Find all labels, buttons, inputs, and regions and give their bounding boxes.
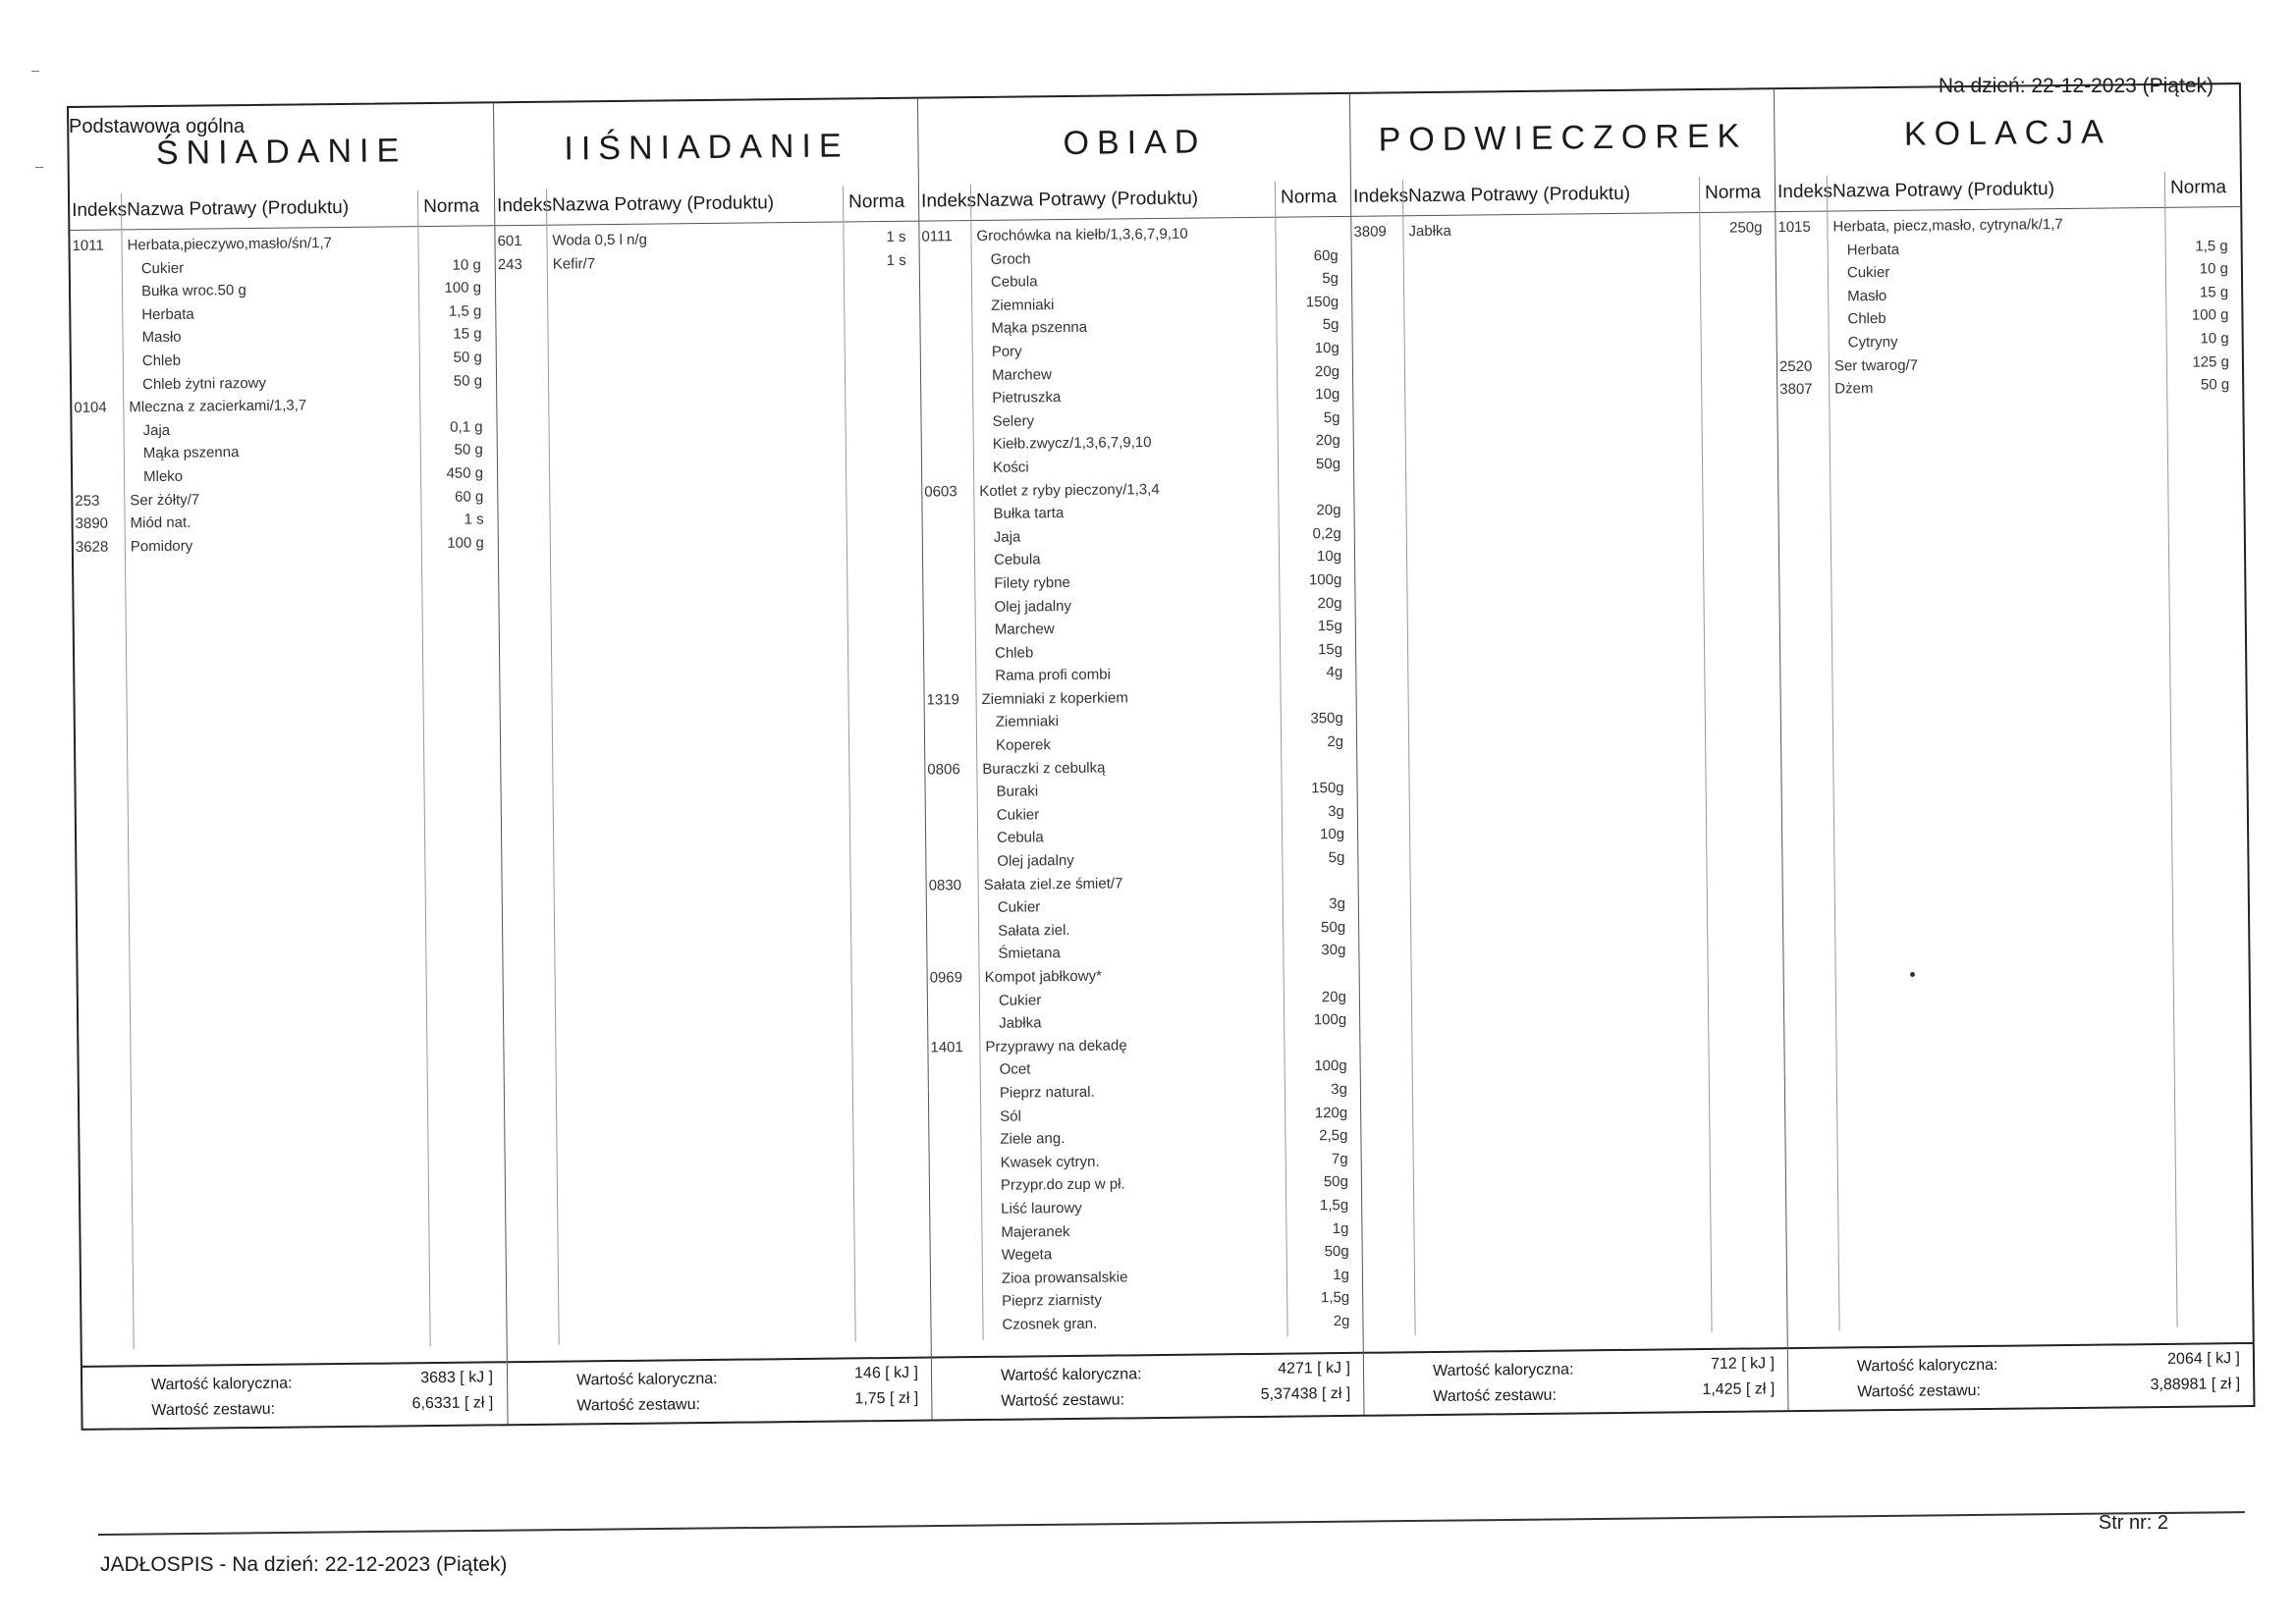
row-name: Woda 0,5 l n/g [552, 231, 648, 249]
row-name: Herbata, piecz,masło, cytryna/k/1,7 [1832, 216, 2063, 236]
row-norm: 100g [1313, 1011, 1347, 1029]
row-name: Selery [992, 412, 1035, 430]
row-norm: 20g [1315, 432, 1340, 450]
row-name: Pomidory [130, 537, 193, 556]
column-header-norm: Norma [847, 190, 905, 213]
row-name: Wegeta [1001, 1246, 1053, 1264]
row-name: Miód nat. [130, 514, 191, 532]
row-norm: 10 g [2199, 260, 2229, 278]
row-name: Filety rybne [994, 573, 1070, 592]
row-norm: 15g [1317, 618, 1342, 635]
column-header-norm: Norma [423, 195, 480, 218]
meal-column [69, 103, 508, 1429]
row-name: Cebula [990, 273, 1038, 292]
kcal-value: 2064 [ kJ ] [2167, 1350, 2241, 1368]
row-norm: 7g [1331, 1150, 1348, 1167]
row-index: 0104 [74, 399, 107, 417]
row-norm: 100 g [444, 279, 482, 298]
row-name: Olej jadalny [997, 851, 1074, 870]
row-index: 3890 [75, 514, 109, 533]
row-norm: 1 s [886, 251, 906, 269]
scan-mark [35, 167, 43, 168]
table-row [496, 249, 920, 277]
row-name: Kompot jabłkowy* [984, 967, 1102, 986]
row-name: Sałata ziel. [998, 921, 1070, 940]
row-name: Kości [992, 459, 1029, 476]
kcal-label: Wartość kaloryczna: [151, 1375, 293, 1394]
row-norm: 150g [1305, 293, 1339, 311]
meal-totals [82, 1361, 508, 1429]
row-index: 0111 [921, 228, 953, 245]
row-norm: 5g [1322, 270, 1339, 288]
column-header-row [1776, 171, 2241, 212]
row-name: Buraki [996, 783, 1039, 801]
meal-column [1774, 84, 2255, 1410]
kcal-value: 712 [ kJ ] [1710, 1355, 1776, 1373]
kcal-value: 3683 [ kJ ] [420, 1369, 494, 1387]
row-name: Mleko [142, 467, 184, 486]
scan-mark [31, 71, 39, 72]
cost-label: Wartość zestawu: [1001, 1391, 1125, 1410]
row-norm: 1,5g [1320, 1289, 1350, 1307]
row-norm: 50g [1315, 455, 1341, 473]
row-name: Pieprz natural. [999, 1083, 1095, 1102]
row-norm: 1,5 g [2195, 237, 2228, 255]
table-row [74, 532, 498, 560]
meal-column [917, 94, 1365, 1420]
row-name: Ser twarog/7 [1833, 356, 1919, 375]
row-norm: 50g [1321, 918, 1346, 937]
row-name: Jabłka [999, 1014, 1042, 1032]
row-norm: 0,2g [1312, 524, 1341, 543]
table-row [931, 1311, 1363, 1338]
row-name: Kiełb.zwycz/1,3,6,7,9,10 [992, 434, 1152, 454]
row-name: Majeranek [1001, 1222, 1070, 1241]
row-norm: 5g [1322, 316, 1339, 334]
row-norm: 250g [1728, 219, 1763, 237]
row-norm: 60g [1313, 246, 1339, 264]
row-norm: 20g [1317, 594, 1342, 612]
row-name: Ocet [999, 1060, 1031, 1079]
row-index: 3628 [75, 538, 109, 556]
row-norm: 150g [1311, 780, 1344, 797]
row-name: Sól [1000, 1108, 1021, 1125]
row-name: Chleb żytni razowy [141, 374, 267, 393]
row-norm: 2,5g [1319, 1127, 1348, 1145]
column-header-index: Indeks [497, 194, 553, 217]
row-norm: 50 g [453, 372, 483, 390]
row-norm: 1 s [886, 228, 906, 245]
column-header-name: Nazwa Potrawy (Produktu) [975, 188, 1199, 211]
row-name: Jabłka [1408, 222, 1451, 241]
column-header-name: Nazwa Potrawy (Produktu) [127, 196, 350, 221]
meal-totals [508, 1357, 933, 1425]
row-name: Mąka pszenna [142, 444, 240, 462]
row-norm: 1,5 g [448, 302, 482, 320]
column-divider [1402, 180, 1416, 1335]
column-header-name: Nazwa Potrawy (Produktu) [1407, 183, 1631, 207]
row-name: Bułka tarta [993, 505, 1065, 522]
row-norm: 50 g [453, 349, 482, 366]
cost-value: 3,88981 [ zł ] [2150, 1376, 2241, 1394]
row-norm: 10 g [2200, 330, 2229, 348]
row-name: Pieprz ziarnisty [1002, 1291, 1103, 1311]
row-norm: 10g [1314, 339, 1339, 357]
row-norm: 20g [1321, 988, 1346, 1005]
meal-rows [70, 231, 498, 560]
meal-title: KOLACJA [1903, 113, 2112, 153]
row-index: 601 [497, 232, 522, 250]
meal-title: PODWIECZOREK [1378, 117, 1748, 159]
row-name: Mąka pszenna [991, 319, 1088, 338]
column-divider [843, 186, 856, 1341]
meal-totals [1788, 1342, 2255, 1410]
row-norm: 50g [1324, 1243, 1349, 1261]
column-header-index: Indeks [72, 199, 128, 221]
meal-column [493, 99, 933, 1425]
row-norm: 350g [1310, 710, 1343, 728]
kcal-label: Wartość kaloryczna: [575, 1370, 718, 1389]
row-name: Sałata ziel.ze śmiet/7 [983, 875, 1123, 893]
row-name: Marchew [991, 365, 1052, 384]
meal-title: IIŚNIADANIE [564, 127, 849, 168]
row-norm: 1 s [464, 511, 484, 528]
cost-value: 6,6331 [ zł ] [411, 1394, 494, 1413]
column-header-row [70, 189, 494, 231]
row-index: 253 [75, 492, 100, 510]
row-name: Śmietana [998, 945, 1061, 963]
row-index: 3809 [1353, 223, 1387, 241]
row-name: Ser żółty/7 [130, 491, 200, 509]
row-name: Ziemniaki [995, 713, 1060, 731]
row-name: Mleczna z zacierkami/1,3,7 [129, 397, 307, 416]
column-header-index: Indeks [1352, 186, 1409, 207]
row-name: Pory [991, 343, 1022, 360]
row-norm: 10g [1319, 826, 1345, 843]
cost-value: 1,75 [ zł ] [854, 1389, 919, 1408]
table-row [1777, 374, 2243, 403]
row-name: Przypr.do zup w pł. [1000, 1175, 1125, 1195]
row-index: 0830 [928, 876, 962, 894]
row-name: Herbata,pieczywo,masło/śn/1,7 [127, 235, 333, 254]
cost-label: Wartość zestawu: [1433, 1386, 1558, 1406]
row-name: Zioa prowansalskie [1001, 1269, 1128, 1287]
column-header-index: Indeks [1777, 181, 1833, 203]
row-name: Cukier [996, 806, 1040, 824]
row-name: Pietruszka [992, 389, 1062, 406]
row-name: Chleb [141, 352, 182, 370]
row-name: Herbata [141, 305, 194, 323]
row-name: Bułka wroc.50 g [140, 282, 246, 300]
row-norm: 3g [1328, 802, 1344, 820]
row-name: Buraczki z cebulką [982, 759, 1106, 778]
column-divider [546, 189, 560, 1345]
row-index: 243 [497, 255, 522, 273]
row-name: Dżem [1834, 380, 1874, 398]
column-header-row [1351, 176, 1776, 217]
row-norm: 5g [1328, 848, 1345, 867]
column-divider [1699, 177, 1713, 1332]
row-name: Cukier [140, 259, 185, 277]
report-date: Na dzień: 22-12-2023 (Piątek) [1938, 75, 2214, 97]
row-norm: 15 g [453, 325, 482, 344]
cost-label: Wartość zestawu: [151, 1400, 276, 1420]
row-norm: 1,5g [1319, 1196, 1349, 1215]
row-index: 1319 [926, 691, 960, 709]
row-index: 1011 [72, 237, 104, 254]
row-name: Herbata [1846, 241, 1900, 258]
column-header-row [919, 181, 1351, 222]
row-name: Chleb [994, 644, 1034, 662]
row-norm: 50 g [454, 441, 483, 460]
row-norm: 3g [1329, 895, 1345, 913]
row-norm: 10g [1316, 548, 1342, 566]
row-index: 2520 [1778, 357, 1813, 375]
meal-title: ŚNIADANIE [155, 132, 408, 173]
kcal-value: 146 [ kJ ] [854, 1364, 919, 1382]
row-name: Cukier [998, 991, 1042, 1009]
row-name: Czosnek gran. [1002, 1315, 1098, 1333]
row-index: 1401 [930, 1038, 963, 1056]
table-row [1351, 217, 1776, 244]
row-norm: 60 g [455, 487, 484, 506]
row-name: Ziemniaki [991, 296, 1055, 314]
row-name: Cukier [1846, 264, 1890, 282]
row-index: 1015 [1777, 218, 1811, 237]
row-norm: 0,1 g [450, 418, 483, 436]
row-name: Kotlet z ryby pieczony/1,3,4 [979, 480, 1160, 500]
row-norm: 10 g [452, 256, 481, 274]
kcal-label: Wartość kaloryczna: [1856, 1356, 1998, 1376]
row-norm: 10g [1315, 386, 1340, 404]
row-norm: 3g [1331, 1080, 1348, 1099]
row-norm: 15 g [2199, 283, 2229, 301]
row-name: Cebula [997, 829, 1044, 847]
row-name: Masło [141, 329, 182, 347]
row-norm: 100g [1308, 570, 1342, 589]
kcal-label: Wartość kaloryczna: [1432, 1361, 1574, 1380]
row-norm: 4g [1326, 664, 1343, 681]
row-norm: 100 g [447, 534, 484, 552]
row-name: Kefir/7 [552, 254, 596, 273]
scan-speck [1910, 972, 1915, 977]
kcal-label: Wartość kaloryczna: [1000, 1366, 1142, 1384]
row-name: Groch [990, 249, 1031, 268]
row-name: Marchew [994, 621, 1055, 638]
diet-name: Podstawowa ogólna [69, 116, 246, 137]
column-header-norm: Norma [2169, 177, 2227, 198]
row-index: 3807 [1779, 380, 1813, 399]
row-name: Koperek [996, 736, 1052, 754]
row-name: Przyprawy na dekadę [985, 1037, 1127, 1055]
row-index: 0969 [929, 969, 963, 987]
row-norm: 450 g [446, 464, 484, 482]
cost-value: 1,425 [ zł ] [1702, 1380, 1776, 1399]
row-norm: 50g [1323, 1173, 1349, 1191]
row-norm: 125 g [2192, 352, 2230, 371]
cost-label: Wartość zestawu: [576, 1396, 701, 1415]
kcal-value: 4271 [ kJ ] [1278, 1359, 1351, 1378]
meal-column [1349, 89, 1789, 1415]
row-norm: 50 g [2200, 376, 2230, 394]
cost-value: 5,37438 [ zł ] [1260, 1384, 1351, 1403]
row-name: Cukier [997, 898, 1041, 917]
meal-totals [1364, 1347, 1789, 1415]
menu-sheet [67, 82, 2255, 1431]
row-norm: 2g [1333, 1312, 1350, 1330]
row-name: Cebula [993, 551, 1041, 569]
meal-rows [919, 222, 1363, 1338]
row-norm: 100 g [2191, 306, 2229, 324]
bottom-title: JADŁOSPIS - Na dzień: 22-12-2023 (Piątek) [100, 1553, 508, 1576]
row-name: Liść laurowy [1001, 1199, 1082, 1217]
row-name: Ziemniaki z koperkiem [981, 689, 1128, 708]
row-norm: 2g [1327, 733, 1344, 751]
row-name: Jaja [993, 528, 1021, 546]
meal-rows [1351, 217, 1776, 244]
column-header-norm: Norma [1280, 187, 1338, 208]
row-name: Masło [1847, 287, 1887, 305]
row-name: Jaja [142, 421, 171, 439]
row-norm: 5g [1323, 408, 1340, 426]
row-name: Grochówka na kiełb/1,3,6,7,9,10 [976, 225, 1188, 244]
row-norm: 15g [1317, 640, 1343, 658]
row-name: Kwasek cytryn. [1000, 1153, 1100, 1171]
row-norm: 20g [1314, 362, 1340, 380]
column-header-index: Indeks [920, 189, 977, 212]
row-norm: 1g [1333, 1266, 1350, 1283]
row-norm: 20g [1316, 502, 1341, 519]
cost-label: Wartość zestawu: [1857, 1381, 1982, 1401]
meal-title: OBIAD [1063, 123, 1207, 163]
bottom-rule [98, 1511, 2245, 1536]
meal-totals [932, 1352, 1365, 1420]
column-header-name: Nazwa Potrawy (Produktu) [1831, 179, 2055, 202]
row-norm: 1g [1332, 1219, 1349, 1237]
row-name: Cytryny [1847, 333, 1898, 352]
row-norm: 100g [1314, 1057, 1347, 1075]
row-index: 0806 [927, 760, 960, 779]
meal-rows [495, 227, 919, 278]
row-norm: 30g [1321, 942, 1346, 959]
column-header-row [495, 186, 919, 227]
row-name: Rama profi combi [995, 666, 1111, 685]
row-norm: 120g [1314, 1104, 1348, 1121]
row-name: Ziele ang. [1000, 1130, 1066, 1148]
row-index: 0603 [924, 482, 957, 501]
page-number: Str nr: 2 [2098, 1512, 2168, 1534]
row-name: Chleb [1847, 310, 1886, 328]
column-header-name: Nazwa Potrawy (Produktu) [552, 192, 775, 216]
column-header-norm: Norma [1704, 182, 1762, 203]
row-name: Olej jadalny [994, 597, 1072, 616]
meal-rows [1776, 212, 2243, 403]
